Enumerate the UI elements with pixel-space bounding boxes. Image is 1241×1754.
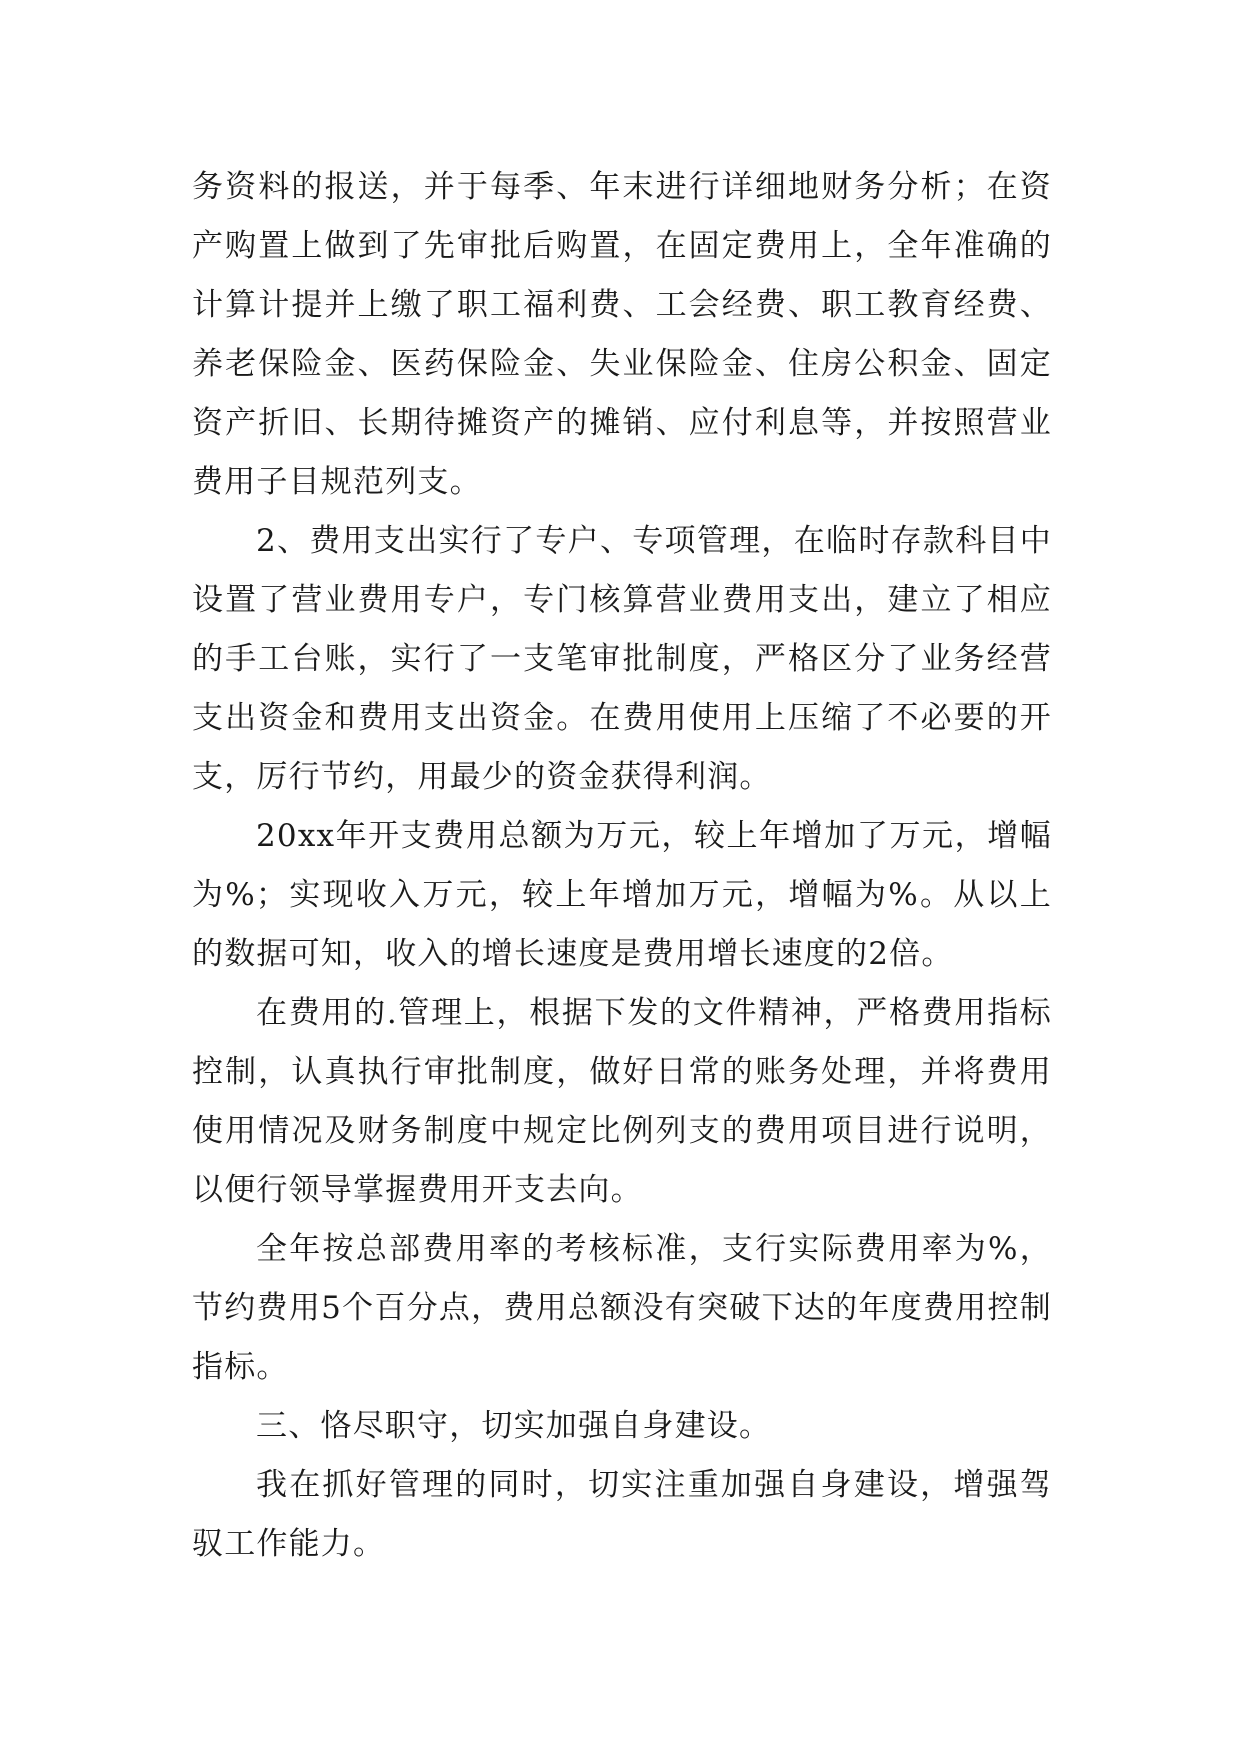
paragraph-expense-management: 2、费用支出实行了专户、专项管理，在临时存款科目中设置了营业费用专户，专门核算营业费用支出，建立了相应的手工台账，实行了一支笔审批制度，严格区分了业务经营支出资金和费用支出资金。在费用使用上压缩了不必要的开支，厉行节约，用最少的资金获得利润。 xyxy=(192,523,1052,795)
paragraph-expense-rate: 全年按总部费用率的考核标准，支行实际费用率为%，节约费用5个百分点，费用总额没有突破下达的年度费用控制指标。 xyxy=(192,1231,1052,1385)
paragraph-expense-control: 在费用的.管理上，根据下发的文件精神，严格费用指标控制，认真执行审批制度，做好日常的账务处理，并将费用使用情况及财务制度中规定比例列支的费用项目进行说明，以便行领导掌握费用开支去向。 xyxy=(192,995,1052,1208)
paragraph-financial-analysis: 务资料的报送，并于每季、年末进行详细地财务分析；在资产购置上做到了先审批后购置，在固定费用上，全年准确的计算计提并上缴了职工福利费、工会经费、职工教育经费、养老保险金、医药保险金、失业保险金、住房公积金、固定资产折旧、长期待摊资产的摊销、应付利息等，并按照营业费用子目规范列支。 xyxy=(192,169,1052,500)
document-body xyxy=(192,158,1052,1574)
paragraph-self-building: 我在抓好管理的同时，切实注重加强自身建设，增强驾驭工作能力。 xyxy=(192,1467,1052,1562)
section-heading-self-building: 三、恪尽职守，切实加强自身建设。 xyxy=(256,1408,772,1444)
paragraph-annual-figures: 20xx年开支费用总额为万元，较上年增加了万元，增幅为%；实现收入万元，较上年增加万元，增幅为%。从以上的数据可知，收入的增长速度是费用增长速度的2倍。 xyxy=(192,818,1052,972)
